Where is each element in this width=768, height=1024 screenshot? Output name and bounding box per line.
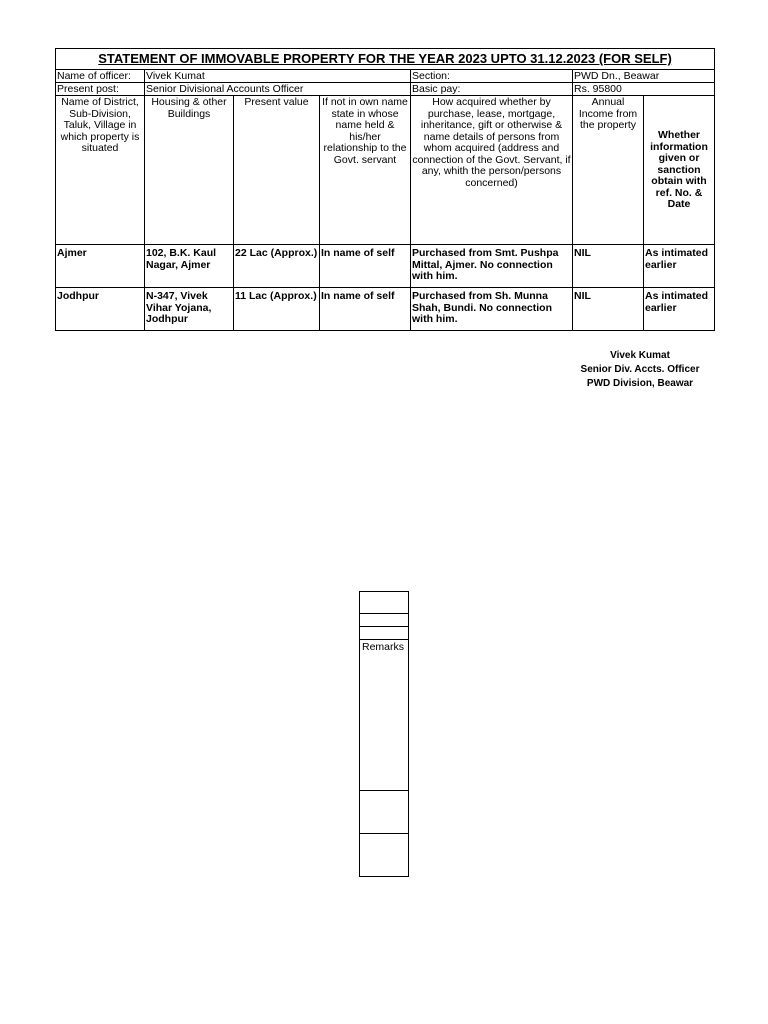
header-name-held: If not in own name state in whose name held & his/her relationship to the Govt. servant [320,96,411,245]
signatory-name: Vivek Kumat [610,350,670,361]
remarks-column [359,591,409,877]
cell-value: 11 Lac (Approx.) [234,288,320,331]
present-post-row [56,83,715,96]
officer-name-row [56,70,715,83]
header-sanction: Whether information given or sanction obtain with ref. No. & Date [644,96,715,245]
section-value: PWD Dn., Beawar [573,70,715,83]
cell-district: Jodhpur [56,288,145,331]
name-label: Name of officer: [56,70,145,83]
cell-building: 102, B.K. Kaul Nagar, Ajmer [145,245,234,288]
post-value: Senior Divisional Accounts Officer [145,83,411,96]
header-buildings: Housing & other Buildings [145,96,234,245]
signature-block [560,349,720,391]
table-row [56,245,715,288]
cell-name-held: In name of self [320,245,411,288]
section-label: Section: [411,70,573,83]
header-annual-income: Annual Income from the property [573,96,644,245]
remarks-cell [359,626,409,639]
signatory-designation: Senior Div. Accts. Officer [580,364,700,375]
post-label: Present post: [56,83,145,96]
cell-how-acquired: Purchased from Sh. Munna Shah, Bundi. No connection with him. [411,288,573,331]
remarks-cell [359,833,409,877]
cell-sanction: As intimated earlier [644,288,715,331]
statement-title: STATEMENT OF IMMOVABLE PROPERTY FOR THE YEAR 2023 UPTO 31.12.2023 (FOR SELF) [56,49,715,70]
header-how-acquired: How acquired whether by purchase, lease, mortgage, inheritance, gift or otherwise & name details of persons from whom acquired (address and connection of the Govt. Servant, if any, whith the person/persons concerned) [411,96,573,245]
pay-label: Basic pay: [411,83,573,96]
cell-sanction: As intimated earlier [644,245,715,288]
cell-district: Ajmer [56,245,145,288]
remarks-header: Remarks [359,639,409,790]
cell-value: 22 Lac (Approx.) [234,245,320,288]
cell-income: NIL [573,245,644,288]
signatory-office: PWD Division, Beawar [586,378,694,389]
cell-name-held: In name of self [320,288,411,331]
cell-income: NIL [573,288,644,331]
header-district: Name of District, Sub-Division, Taluk, Village in which property is situated [56,96,145,245]
remarks-cell [359,790,409,833]
property-table [55,48,715,331]
header-present-value: Present value [234,96,320,245]
cell-building: N-347, Vivek Vihar Yojana, Jodhpur [145,288,234,331]
column-header-row [56,96,715,245]
remarks-cell [359,591,409,613]
table-row [56,288,715,331]
name-value: Vivek Kumat [145,70,411,83]
remarks-cell [359,613,409,626]
cell-how-acquired: Purchased from Smt. Pushpa Mittal, Ajmer. No connection with him. [411,245,573,288]
property-statement [55,48,714,331]
pay-value: Rs. 95800 [573,83,715,96]
